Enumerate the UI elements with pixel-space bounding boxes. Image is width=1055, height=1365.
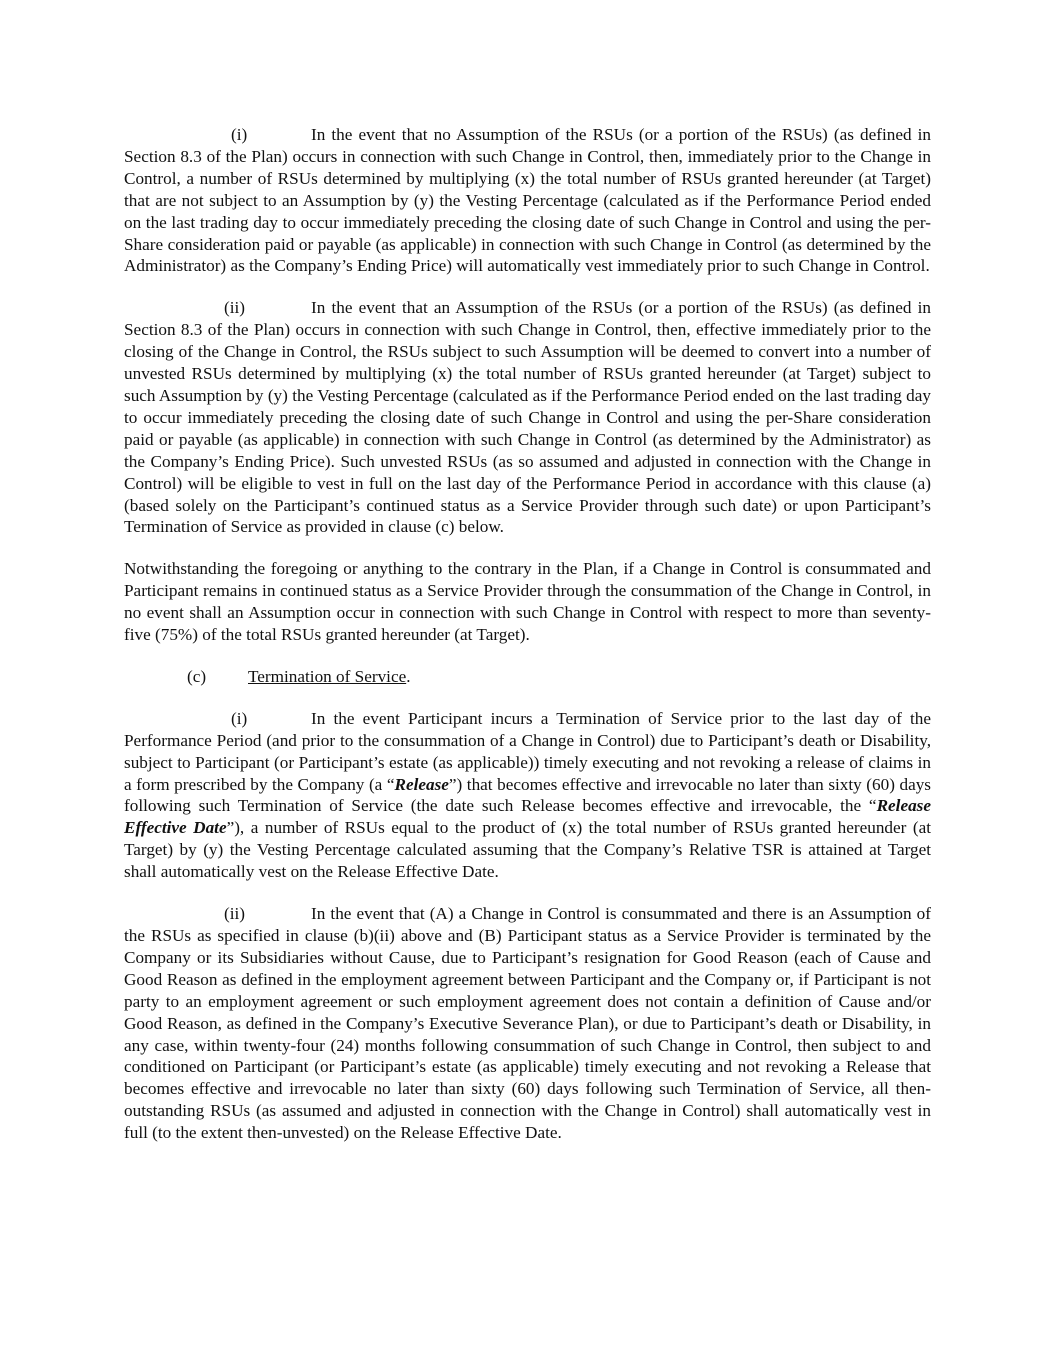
clause-b-ii <box>124 297 931 538</box>
clause-c-i-label: (i) <box>231 708 248 728</box>
document-page <box>124 124 931 1144</box>
section-c-heading <box>124 666 931 688</box>
clause-b-i-text: In the event that no Assumption of the RSUs (or a portion of the RSUs) (as defined in Section 8.3 of the Plan) occurs in connection with such Change in Control, then, immediately prior to the Change in Control, a number of RSUs determined by multiplying (x) the total number of RSUs granted hereunder (at Target) that are not subject to an Assumption by (y) the Vesting Percentage (calculated as if the Performance Period ended on the last trading day to occur immediately preceding the closing date of such Change in Control and using the per-Share consideration paid or payable (as applicable) in connection with such Change in Control (as determined by the Administrator) as the Company’s Ending Price) will automatically vest immediately prior to such Change in Control. <box>124 125 931 276</box>
section-c-label: (c) <box>187 666 207 686</box>
clause-c-i-text-1: In the event Participant incurs a Termination of Service prior to the last day of the Performance Period (and prior to the consummation of a Change in Control) due to Participant’s death or Disability, subject to Participant (or Participant’s estate (as applicable)) timely executing and not revoking a release of claims in a form prescribed by the Company (a “ <box>124 708 931 794</box>
clause-c-ii <box>124 903 931 1144</box>
notwithstanding-paragraph: Notwithstanding the foregoing or anything to the contrary in the Plan, if a Change in Control is consummated and Participant remains in continued status as a Service Provider through the consummation of the Change in Control, in no event shall an Assumption occur in connection with such Change in Control with respect to more than seventy-five (75%) of the total RSUs granted hereunder (at Target). <box>124 559 931 645</box>
defined-term-release-effective-date: Release Effective Date <box>124 796 931 838</box>
clause-c-i-text-2: ”) that becomes effective and irrevocable no later than sixty (60) days following such Termination of Service (the date such Release becomes effective and irrevocable, the “ <box>124 774 931 816</box>
clause-c-ii-text: In the event that (A) a Change in Control is consummated and there is an Assumption of the RSUs as specified in clause (b)(ii) above and (B) Participant status as a Service Provider is terminated by the Company or its Subsidiaries without Cause, due to Participant’s resignation for Good Reason (each of Cause and Good Reason as defined in the employment agreement between Participant and the Company or, if Participant is not party to an employment agreement or such employment agreement does not contain a definition of Cause and/or Good Reason, as defined in the Company’s Executive Severance Plan), or due to Participant’s death or Disability, in any case, within twenty-four (24) months following consummation of such Change in Control, then subject to and conditioned on Participant (or Participant’s estate (as applicable) timely executing and not revoking a Release that becomes effective and irrevocable no later than sixty (60) days following such Termination of Service, all then-outstanding RSUs (as assumed and adjusted in connection with the Change in Control) shall automatically vest in full (to the extent then-unvested) on the Release Effective Date. <box>124 904 931 1143</box>
clause-b-i <box>124 124 931 277</box>
clause-c-i <box>124 708 931 883</box>
clause-b-i-label: (i) <box>231 125 248 144</box>
defined-term-release: Release <box>394 774 449 794</box>
clause-b-ii-text: In the event that an Assumption of the RSUs (or a portion of the RSUs) (as defined in Section 8.3 of the Plan) occurs in connection with such Change in Control, then, effective immediately prior to the closing of the Change in Control, the RSUs subject to such Assumption will be deemed to convert into a number of unvested RSUs determined by multiplying (x) the total number of RSUs granted hereunder (at Target) subject to such Assumption by (y) the Vesting Percentage (calculated as if the Performance Period ended on the last trading day to occur immediately preceding the closing date of such Change in Control and using the per-Share consideration paid or payable (as applicable) in connection with such Change in Control (as determined by the Administrator) as the Company’s Ending Price). Such unvested RSUs (as so assumed and adjusted in connection with the Change in Control) will be eligible to vest in full on the last day of the Performance Period in accordance with this clause (a) (based solely on the Participant’s continued status as a Service Provider through such date) or upon Participant’s Termination of Service as provided in clause (c) below. <box>124 298 931 537</box>
section-c-title: Termination of Service <box>248 666 407 686</box>
clause-c-i-text-3: ”), a number of RSUs equal to the product of (x) the total number of RSUs granted hereunder (at Target) by (y) the Vesting Percentage calculated assuming that the Company’s Relative TSR is attained at Target shall automatically vest on the Release Effective Date. <box>124 818 932 882</box>
section-c-title-end: . <box>406 666 411 686</box>
clause-c-ii-label: (ii) <box>224 904 245 924</box>
clause-b-ii-label: (ii) <box>224 298 245 318</box>
